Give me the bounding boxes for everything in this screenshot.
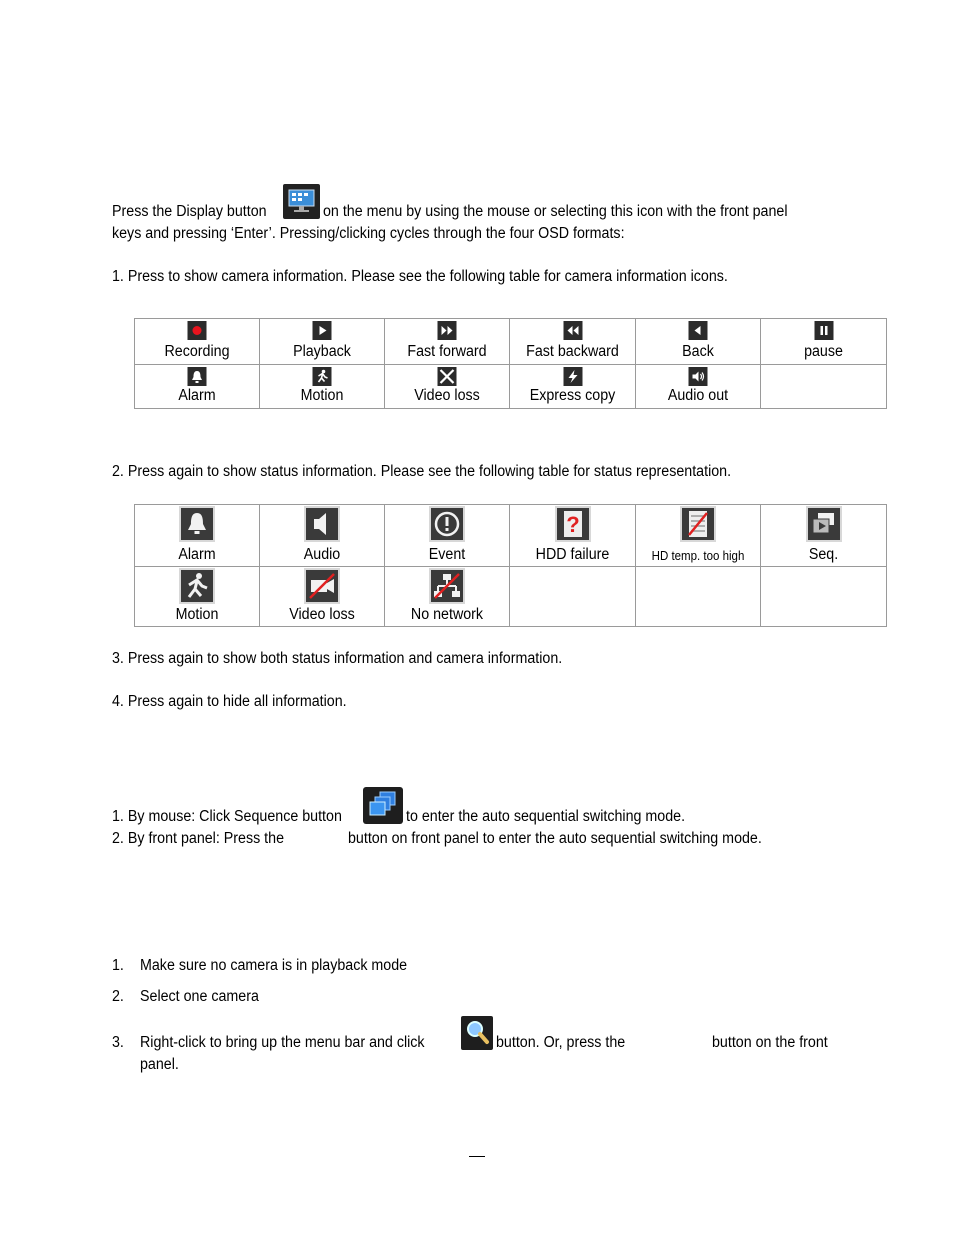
status-label: Video loss xyxy=(289,606,355,623)
camera-cell-recording xyxy=(135,319,260,365)
camera-label: pause xyxy=(804,343,843,360)
camera-cell-fast-backward xyxy=(510,319,636,365)
status-cell-hdd-failure xyxy=(510,505,636,567)
display-monitor-icon xyxy=(283,184,320,219)
status-label: HD temp. too high xyxy=(651,549,745,563)
status-icon-table xyxy=(134,504,887,627)
back-icon xyxy=(689,321,708,340)
camera-label: Fast backward xyxy=(526,343,619,360)
status-cell-seq xyxy=(761,505,887,567)
display-intro-text-3: keys and pressing ‘Enter’. Pressing/clicking cycles through the four OSD formats: xyxy=(112,225,625,242)
camera-label: Recording xyxy=(164,343,230,360)
display-intro-text-2: on the menu by using the mouse or selecting this icon with the front panel xyxy=(323,203,788,220)
zoom-step-3-text-3: button on the front xyxy=(712,1034,828,1051)
sequence-panel-text-1: 2. By front panel: Press the xyxy=(112,830,285,847)
fast-backward-icon xyxy=(563,321,582,340)
status-cell-empty xyxy=(761,567,887,627)
motion-icon xyxy=(313,367,332,386)
camera-cell-empty xyxy=(761,365,887,409)
event-exclamation-icon xyxy=(429,506,465,542)
zoom-step-2-number: 2. xyxy=(112,988,124,1005)
fast-forward-icon xyxy=(438,321,457,340)
zoom-step-3-text-2: button. Or, press the xyxy=(496,1034,626,1051)
status-label: Seq. xyxy=(808,546,839,563)
status-cell-video-loss xyxy=(260,567,385,627)
hdd-failure-icon xyxy=(555,506,591,542)
camera-label: Motion xyxy=(300,387,344,404)
audio-speaker-icon xyxy=(304,506,340,542)
osd-step-3: 3. Press again to show both status information and camera information. xyxy=(112,650,563,667)
camera-label: Playback xyxy=(293,343,351,360)
camera-cell-alarm xyxy=(135,365,260,409)
camera-cell-playback xyxy=(260,319,385,365)
speaker-icon xyxy=(689,367,708,386)
camera-label: Alarm xyxy=(178,387,216,404)
sequence-mouse-text-1: 1. By mouse: Click Sequence button xyxy=(112,808,342,825)
alarm-bell-icon xyxy=(188,367,207,386)
camera-cell-motion xyxy=(260,365,385,409)
status-label: Motion xyxy=(175,606,219,623)
osd-step-2: 2. Press again to show status information. Please see the following table for status representation. xyxy=(112,463,732,480)
page-number-underline xyxy=(469,1156,485,1157)
camera-cell-fast-forward xyxy=(385,319,510,365)
motion-icon xyxy=(179,568,215,604)
recording-icon xyxy=(188,321,207,340)
zoom-step-3-text-1: Right-click to bring up the menu bar and click xyxy=(140,1034,425,1051)
camera-label: Back xyxy=(682,343,714,360)
lightning-icon xyxy=(563,367,582,386)
play-icon xyxy=(313,321,332,340)
camera-label: Audio out xyxy=(667,387,729,404)
status-cell-motion xyxy=(135,567,260,627)
video-loss-x-icon xyxy=(438,367,457,386)
alarm-bell-icon xyxy=(179,506,215,542)
sequence-mouse-text-2: to enter the auto sequential switching mode. xyxy=(406,808,686,825)
pause-icon xyxy=(814,321,833,340)
status-label: HDD failure xyxy=(535,546,610,563)
camera-cell-audio-out xyxy=(636,365,761,409)
status-label: No network xyxy=(410,606,484,623)
osd-step-1: 1. Press to show camera information. Please see the following table for camera information icons. xyxy=(112,268,728,285)
camera-cell-pause xyxy=(761,319,887,365)
status-label: Event xyxy=(428,546,466,563)
camera-cell-video-loss xyxy=(385,365,510,409)
video-loss-camera-icon xyxy=(304,568,340,604)
sequence-panel-text-2: button on front panel to enter the auto sequential switching mode. xyxy=(348,830,762,847)
camera-label: Fast forward xyxy=(407,343,487,360)
status-cell-alarm xyxy=(135,505,260,567)
zoom-step-1-number: 1. xyxy=(112,957,124,974)
status-label: Alarm xyxy=(178,546,216,563)
camera-cell-express-copy xyxy=(510,365,636,409)
status-cell-empty xyxy=(636,567,761,627)
display-intro-text-1: Press the Display button xyxy=(112,203,267,220)
camera-icon-table xyxy=(134,318,887,409)
sequence-icon xyxy=(806,506,842,542)
svg-text:?: ? xyxy=(565,512,580,537)
zoom-step-1: Make sure no camera is in playback mode xyxy=(140,957,408,974)
zoom-step-3-text-4: panel. xyxy=(140,1056,179,1073)
status-cell-event xyxy=(385,505,510,567)
osd-step-4: 4. Press again to hide all information. xyxy=(112,693,347,710)
hd-temperature-icon xyxy=(680,506,716,542)
zoom-step-2: Select one camera xyxy=(140,988,259,1005)
camera-cell-back xyxy=(636,319,761,365)
status-cell-empty xyxy=(510,567,636,627)
no-network-icon xyxy=(429,568,465,604)
sequence-button-icon xyxy=(363,787,403,824)
status-label: Audio xyxy=(303,546,341,563)
status-cell-no-network xyxy=(385,567,510,627)
zoom-step-3-number: 3. xyxy=(112,1034,124,1051)
status-cell-hd-temp xyxy=(636,505,761,567)
zoom-magnifier-icon xyxy=(461,1016,493,1050)
camera-label: Express copy xyxy=(529,387,616,404)
camera-label: Video loss xyxy=(414,387,480,404)
status-cell-audio xyxy=(260,505,385,567)
